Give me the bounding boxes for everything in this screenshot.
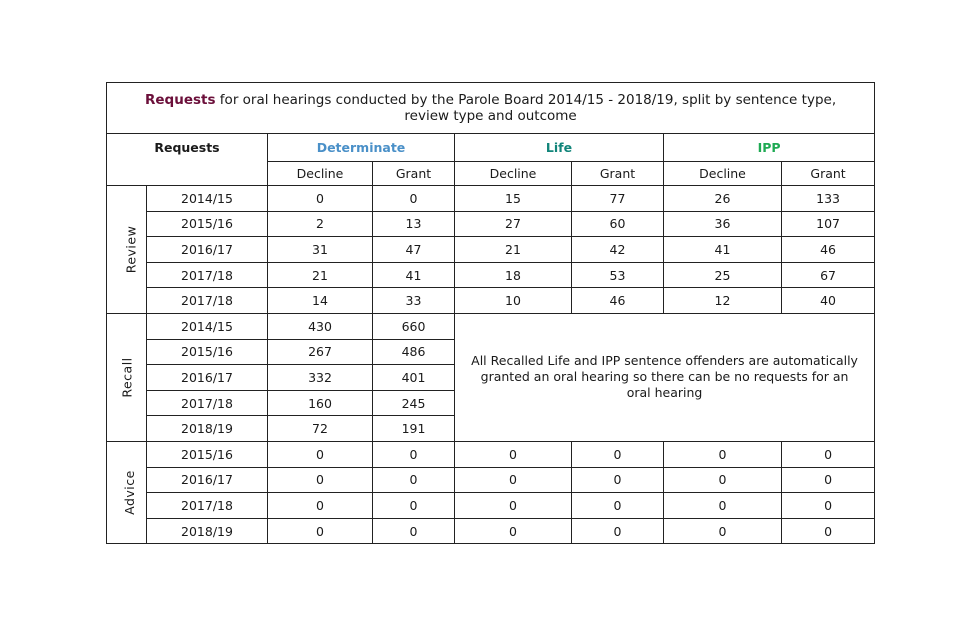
value-cell: 133 [782, 186, 875, 212]
determinate-grant-header: Grant [373, 162, 455, 186]
determinate-decline-header: Decline [268, 162, 373, 186]
value-cell: 0 [664, 441, 782, 467]
table-title [107, 83, 875, 134]
value-cell: 27 [455, 211, 572, 237]
value-cell: 0 [373, 518, 455, 544]
value-cell: 21 [268, 262, 373, 288]
value-cell: 160 [268, 390, 373, 416]
value-cell: 0 [572, 467, 664, 493]
value-cell: 191 [373, 416, 455, 442]
value-cell: 13 [373, 211, 455, 237]
value-cell: 0 [373, 467, 455, 493]
value-cell: 21 [455, 237, 572, 263]
value-cell: 245 [373, 390, 455, 416]
requests-header-spacer [107, 162, 268, 186]
value-cell: 67 [782, 262, 875, 288]
value-cell: 0 [268, 467, 373, 493]
table-row [107, 493, 875, 519]
value-cell: 0 [572, 493, 664, 519]
value-cell: 31 [268, 237, 373, 263]
recall-note: All Recalled Life and IPP sentence offenders are automatically granted an oral hearing so there can be no requests for an oral hearing [455, 313, 875, 441]
value-cell: 430 [268, 313, 373, 339]
table-row [107, 467, 875, 493]
value-cell: 0 [782, 493, 875, 519]
title-text: for oral hearings conducted by the Parole Board 2014/15 - 2018/19, split by sentence type, review type and outcome [215, 92, 837, 124]
value-cell: 41 [664, 237, 782, 263]
value-cell: 25 [664, 262, 782, 288]
requests-table-container [106, 82, 874, 545]
value-cell: 0 [268, 493, 373, 519]
life-grant-header: Grant [572, 162, 664, 186]
year-cell: 2016/17 [147, 237, 268, 263]
ipp-grant-header: Grant [782, 162, 875, 186]
value-cell: 0 [664, 467, 782, 493]
table-row [107, 186, 875, 212]
year-cell: 2017/18 [147, 262, 268, 288]
requests-table [106, 82, 875, 544]
advice-section-label: Advice [107, 441, 147, 543]
value-cell: 41 [373, 262, 455, 288]
value-cell: 0 [572, 518, 664, 544]
year-cell: 2017/18 [147, 493, 268, 519]
value-cell: 15 [455, 186, 572, 212]
value-cell: 107 [782, 211, 875, 237]
value-cell: 46 [782, 237, 875, 263]
title-highlight: Requests [145, 92, 216, 108]
year-cell: 2016/17 [147, 467, 268, 493]
value-cell: 10 [455, 288, 572, 314]
value-cell: 0 [455, 518, 572, 544]
value-cell: 12 [664, 288, 782, 314]
table-row [107, 518, 875, 544]
value-cell: 0 [373, 186, 455, 212]
value-cell: 401 [373, 365, 455, 391]
year-cell: 2016/17 [147, 365, 268, 391]
value-cell: 72 [268, 416, 373, 442]
value-cell: 660 [373, 313, 455, 339]
value-cell: 26 [664, 186, 782, 212]
value-cell: 0 [373, 493, 455, 519]
year-cell: 2014/15 [147, 186, 268, 212]
value-cell: 60 [572, 211, 664, 237]
year-cell: 2018/19 [147, 518, 268, 544]
table-row [107, 262, 875, 288]
review-section-label: Review [107, 186, 147, 314]
year-cell: 2015/16 [147, 211, 268, 237]
value-cell: 2 [268, 211, 373, 237]
value-cell: 0 [782, 467, 875, 493]
value-cell: 0 [268, 441, 373, 467]
value-cell: 14 [268, 288, 373, 314]
value-cell: 267 [268, 339, 373, 365]
ipp-header: IPP [664, 134, 875, 162]
life-decline-header: Decline [455, 162, 572, 186]
value-cell: 40 [782, 288, 875, 314]
determinate-header: Determinate [268, 134, 455, 162]
value-cell: 486 [373, 339, 455, 365]
year-cell: 2015/16 [147, 339, 268, 365]
year-cell: 2014/15 [147, 313, 268, 339]
value-cell: 0 [572, 441, 664, 467]
value-cell: 33 [373, 288, 455, 314]
year-cell: 2018/19 [147, 416, 268, 442]
ipp-decline-header: Decline [664, 162, 782, 186]
value-cell: 77 [572, 186, 664, 212]
value-cell: 36 [664, 211, 782, 237]
value-cell: 332 [268, 365, 373, 391]
value-cell: 0 [268, 186, 373, 212]
recall-section-label: Recall [107, 313, 147, 441]
table-row [107, 211, 875, 237]
value-cell: 18 [455, 262, 572, 288]
value-cell: 42 [572, 237, 664, 263]
value-cell: 0 [782, 441, 875, 467]
year-cell: 2015/16 [147, 441, 268, 467]
value-cell: 47 [373, 237, 455, 263]
value-cell: 0 [664, 518, 782, 544]
value-cell: 0 [455, 467, 572, 493]
requests-header: Requests [107, 134, 268, 162]
value-cell: 0 [782, 518, 875, 544]
table-row [107, 237, 875, 263]
year-cell: 2017/18 [147, 390, 268, 416]
life-header: Life [455, 134, 664, 162]
value-cell: 0 [455, 441, 572, 467]
table-row [107, 313, 875, 339]
table-row [107, 441, 875, 467]
value-cell: 53 [572, 262, 664, 288]
value-cell: 0 [664, 493, 782, 519]
year-cell: 2017/18 [147, 288, 268, 314]
value-cell: 46 [572, 288, 664, 314]
value-cell: 0 [455, 493, 572, 519]
value-cell: 0 [373, 441, 455, 467]
table-row [107, 288, 875, 314]
value-cell: 0 [268, 518, 373, 544]
